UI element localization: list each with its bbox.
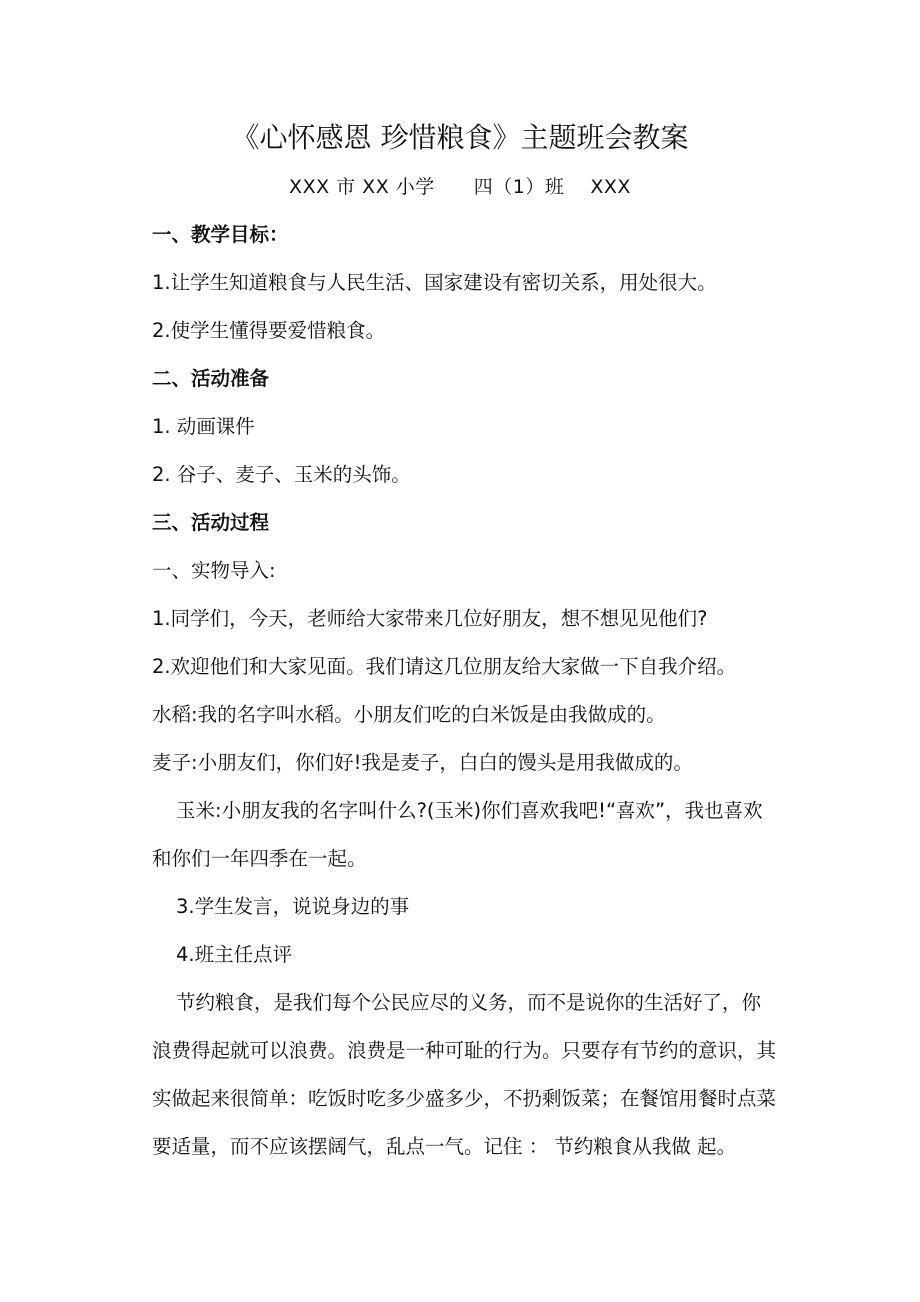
section-heading-goals: 一、教学目标： <box>152 223 289 246</box>
prep-item: 1. 动画课件 <box>152 415 255 438</box>
summary-line: 浪费得起就可以浪费。浪费是一种可耻的行为。只要存有节约的意识，其 <box>152 1039 777 1062</box>
page-title: 《心怀感恩 珍惜粮食》主题班会教案 <box>231 121 689 154</box>
summary-line: 节约粮食，是我们每个公民应尽的义务，而不是说你的生活好了，你 <box>176 991 762 1014</box>
goal-item: 1.让学生知道粮食与人民生活、国家建设有密切关系，用处很大。 <box>152 271 717 294</box>
section-heading-preparation: 二、活动准备 <box>152 367 270 390</box>
process-item: 2.欢迎他们和大家见面。我们请这几位朋友给大家做一下自我介绍。 <box>152 655 737 678</box>
goal-item: 2.使学生懂得要爱惜粮食。 <box>152 319 386 342</box>
byline: XXX 市 XX 小学 四（1）班 XXX <box>289 176 631 198</box>
dialogue-line-continued: 和你们一年四季在一起。 <box>152 847 367 870</box>
subsection-heading: 一、实物导入: <box>152 559 276 582</box>
section-heading-process: 三、活动过程 <box>152 511 270 534</box>
prep-item: 2. 谷子、麦子、玉米的头饰。 <box>152 463 411 486</box>
dialogue-line: 水稻:我的名字叫水稻。小朋友们吃的白米饭是由我做成的。 <box>152 703 666 726</box>
process-item: 3.学生发言，说说身边的事 <box>176 895 410 918</box>
process-item: 4.班主任点评 <box>176 943 293 966</box>
summary-line: 实做起来很简单：吃饭时吃多少盛多少，不扔剩饭菜；在餐馆用餐时点菜 <box>152 1087 777 1110</box>
dialogue-line: 麦子:小朋友们，你们好!我是麦子，白白的馒头是用我做成的。 <box>152 751 693 774</box>
process-item: 1.同学们，今天，老师给大家带来几位好朋友，想不想见见他们? <box>152 607 708 630</box>
dialogue-line: 玉米:小朋友我的名字叫什么?(玉米)你们喜欢我吧!“喜欢”，我也喜欢 <box>176 799 763 822</box>
summary-line: 要适量，而不应该摆阔气，乱点一气。记住 ： 节约粮食从我做 起。 <box>152 1135 737 1158</box>
